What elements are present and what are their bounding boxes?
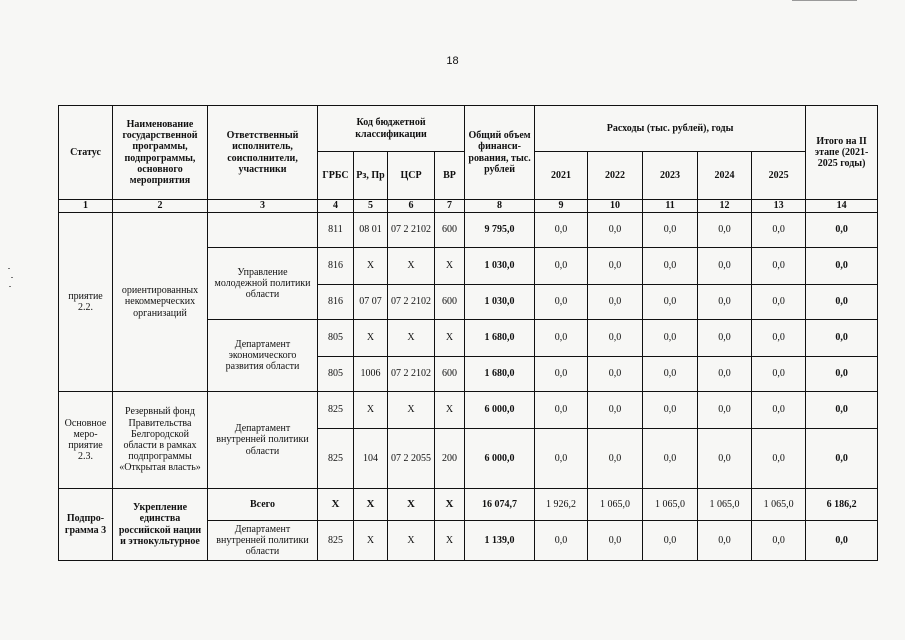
table-row: [59, 213, 878, 248]
y2021-cell: 0,0: [535, 429, 588, 489]
header-responsible: Ответственный исполнитель, соисполнители, участники: [208, 106, 318, 200]
y2022-cell: 0,0: [588, 521, 643, 561]
margin-marks: [8, 268, 16, 294]
col-num: 3: [208, 200, 318, 213]
executor-cell: Департамент внутренней политики области: [208, 521, 318, 561]
col-num: 7: [435, 200, 465, 213]
y2021-cell: 0,0: [535, 357, 588, 392]
header-y2024: 2024: [698, 152, 752, 200]
y2022-cell: 0,0: [588, 429, 643, 489]
total-cell: 1 139,0: [465, 521, 535, 561]
col-num: 13: [752, 200, 806, 213]
y2023-cell: 0,0: [643, 320, 698, 357]
y2025-cell: 0,0: [752, 248, 806, 285]
total-cell: 1 030,0: [465, 248, 535, 285]
total-cell: 16 074,7: [465, 489, 535, 521]
vr-cell: 200: [435, 429, 465, 489]
grbs-cell: 811: [318, 213, 354, 248]
rzpr-cell: Х: [354, 489, 388, 521]
y2023-cell: 1 065,0: [643, 489, 698, 521]
col-num: 5: [354, 200, 388, 213]
rzpr-cell: Х: [354, 392, 388, 429]
stage-total-cell: 0,0: [806, 357, 878, 392]
header-rzpr: Рз, Пр: [354, 152, 388, 200]
col-num: 4: [318, 200, 354, 213]
stage-total-cell: 6 186,2: [806, 489, 878, 521]
y2025-cell: 0,0: [752, 320, 806, 357]
y2023-cell: 0,0: [643, 521, 698, 561]
status-cell: приятие 2.2.: [59, 213, 113, 392]
y2023-cell: 0,0: [643, 392, 698, 429]
csr-cell: Х: [388, 521, 435, 561]
y2023-cell: 0,0: [643, 213, 698, 248]
csr-cell: 07 2 2102: [388, 357, 435, 392]
vr-cell: Х: [435, 320, 465, 357]
vr-cell: 600: [435, 357, 465, 392]
y2025-cell: 1 065,0: [752, 489, 806, 521]
col-num: 6: [388, 200, 435, 213]
stage-total-cell: 0,0: [806, 429, 878, 489]
executor-cell: Департамент экономического развития области: [208, 320, 318, 392]
header-code-group: Код бюджетной классификации: [318, 106, 465, 152]
y2021-cell: 1 926,2: [535, 489, 588, 521]
col-num: 14: [806, 200, 878, 213]
top-rule-line: [792, 0, 857, 1]
y2022-cell: 0,0: [588, 285, 643, 320]
csr-cell: 07 2 2102: [388, 213, 435, 248]
header-y2025: 2025: [752, 152, 806, 200]
y2025-cell: 0,0: [752, 285, 806, 320]
grbs-cell: Х: [318, 489, 354, 521]
y2023-cell: 0,0: [643, 429, 698, 489]
header-vr: ВР: [435, 152, 465, 200]
col-num: 11: [643, 200, 698, 213]
column-number-row: [59, 200, 878, 213]
y2025-cell: 0,0: [752, 213, 806, 248]
y2022-cell: 0,0: [588, 357, 643, 392]
rzpr-cell: 08 01: [354, 213, 388, 248]
y2024-cell: 0,0: [698, 285, 752, 320]
vr-cell: 600: [435, 285, 465, 320]
y2021-cell: 0,0: [535, 392, 588, 429]
y2021-cell: 0,0: [535, 213, 588, 248]
col-num: 9: [535, 200, 588, 213]
y2024-cell: 0,0: [698, 248, 752, 285]
table-row: [59, 489, 878, 521]
total-cell: 1 030,0: [465, 285, 535, 320]
grbs-cell: 816: [318, 248, 354, 285]
status-cell: Подпро- грамма 3: [59, 489, 113, 561]
y2023-cell: 0,0: [643, 285, 698, 320]
y2024-cell: 0,0: [698, 357, 752, 392]
csr-cell: 07 2 2102: [388, 285, 435, 320]
budget-table: [58, 105, 878, 561]
vr-cell: Х: [435, 521, 465, 561]
vr-cell: Х: [435, 392, 465, 429]
page-number: 18: [446, 55, 459, 67]
col-num: 8: [465, 200, 535, 213]
y2023-cell: 0,0: [643, 248, 698, 285]
y2025-cell: 0,0: [752, 521, 806, 561]
y2022-cell: 0,0: [588, 213, 643, 248]
csr-cell: Х: [388, 320, 435, 357]
y2023-cell: 0,0: [643, 357, 698, 392]
header-y2023: 2023: [643, 152, 698, 200]
rzpr-cell: 07 07: [354, 285, 388, 320]
vr-cell: 600: [435, 213, 465, 248]
y2024-cell: 0,0: [698, 521, 752, 561]
total-cell: 6 000,0: [465, 392, 535, 429]
csr-cell: Х: [388, 392, 435, 429]
stage-total-cell: 0,0: [806, 213, 878, 248]
rzpr-cell: Х: [354, 320, 388, 357]
vr-cell: Х: [435, 489, 465, 521]
csr-cell: Х: [388, 248, 435, 285]
stage-total-cell: 0,0: [806, 392, 878, 429]
stage-total-cell: 0,0: [806, 285, 878, 320]
y2024-cell: 1 065,0: [698, 489, 752, 521]
stage-total-cell: 0,0: [806, 521, 878, 561]
y2021-cell: 0,0: [535, 320, 588, 357]
header-y2021: 2021: [535, 152, 588, 200]
executor-cell: [208, 213, 318, 248]
rzpr-cell: 1006: [354, 357, 388, 392]
executor-cell: Всего: [208, 489, 318, 521]
y2024-cell: 0,0: [698, 320, 752, 357]
total-cell: 9 795,0: [465, 213, 535, 248]
y2021-cell: 0,0: [535, 248, 588, 285]
header-expenses-group: Расходы (тыс. рублей), годы: [535, 106, 806, 152]
header-csr: ЦСР: [388, 152, 435, 200]
rzpr-cell: Х: [354, 248, 388, 285]
stage-total-cell: 0,0: [806, 320, 878, 357]
stage-total-cell: 0,0: [806, 248, 878, 285]
grbs-cell: 825: [318, 521, 354, 561]
y2025-cell: 0,0: [752, 429, 806, 489]
y2021-cell: 0,0: [535, 521, 588, 561]
y2021-cell: 0,0: [535, 285, 588, 320]
grbs-cell: 816: [318, 285, 354, 320]
col-num: 10: [588, 200, 643, 213]
total-cell: 1 680,0: [465, 357, 535, 392]
grbs-cell: 825: [318, 429, 354, 489]
y2024-cell: 0,0: [698, 392, 752, 429]
grbs-cell: 805: [318, 320, 354, 357]
header-total-volume: Общий объем финанси- рования, тыс. рублей: [465, 106, 535, 200]
total-cell: 1 680,0: [465, 320, 535, 357]
header-stage-total: Итого на II этапе (2021-2025 годы): [806, 106, 878, 200]
program-name-cell: Резервный фонд Правительства Белгородской области в рамках подпрограммы «Открытая власть»: [113, 392, 208, 489]
total-cell: 6 000,0: [465, 429, 535, 489]
status-cell: Основное меро- приятие 2.3.: [59, 392, 113, 489]
csr-cell: Х: [388, 489, 435, 521]
col-num: 2: [113, 200, 208, 213]
header-row-1: [59, 106, 878, 152]
y2022-cell: 1 065,0: [588, 489, 643, 521]
rzpr-cell: Х: [354, 521, 388, 561]
program-name-cell: Укрепление единства российской нации и этнокультурное: [113, 489, 208, 561]
y2022-cell: 0,0: [588, 248, 643, 285]
y2022-cell: 0,0: [588, 320, 643, 357]
y2025-cell: 0,0: [752, 357, 806, 392]
executor-cell: Департамент внутренней политики области: [208, 392, 318, 489]
header-name: Наименование государственной программы, подпрограммы, основного мероприятия: [113, 106, 208, 200]
table-row: [59, 392, 878, 429]
header-status: Статус: [59, 106, 113, 200]
header-y2022: 2022: [588, 152, 643, 200]
y2022-cell: 0,0: [588, 392, 643, 429]
y2025-cell: 0,0: [752, 392, 806, 429]
csr-cell: 07 2 2055: [388, 429, 435, 489]
program-name-cell: ориентированных некоммерческих организаций: [113, 213, 208, 392]
rzpr-cell: 104: [354, 429, 388, 489]
col-num: 12: [698, 200, 752, 213]
grbs-cell: 825: [318, 392, 354, 429]
vr-cell: Х: [435, 248, 465, 285]
y2024-cell: 0,0: [698, 429, 752, 489]
col-num: 1: [59, 200, 113, 213]
executor-cell: Управление молодежной политики области: [208, 248, 318, 320]
header-grbs: ГРБС: [318, 152, 354, 200]
y2024-cell: 0,0: [698, 213, 752, 248]
grbs-cell: 805: [318, 357, 354, 392]
